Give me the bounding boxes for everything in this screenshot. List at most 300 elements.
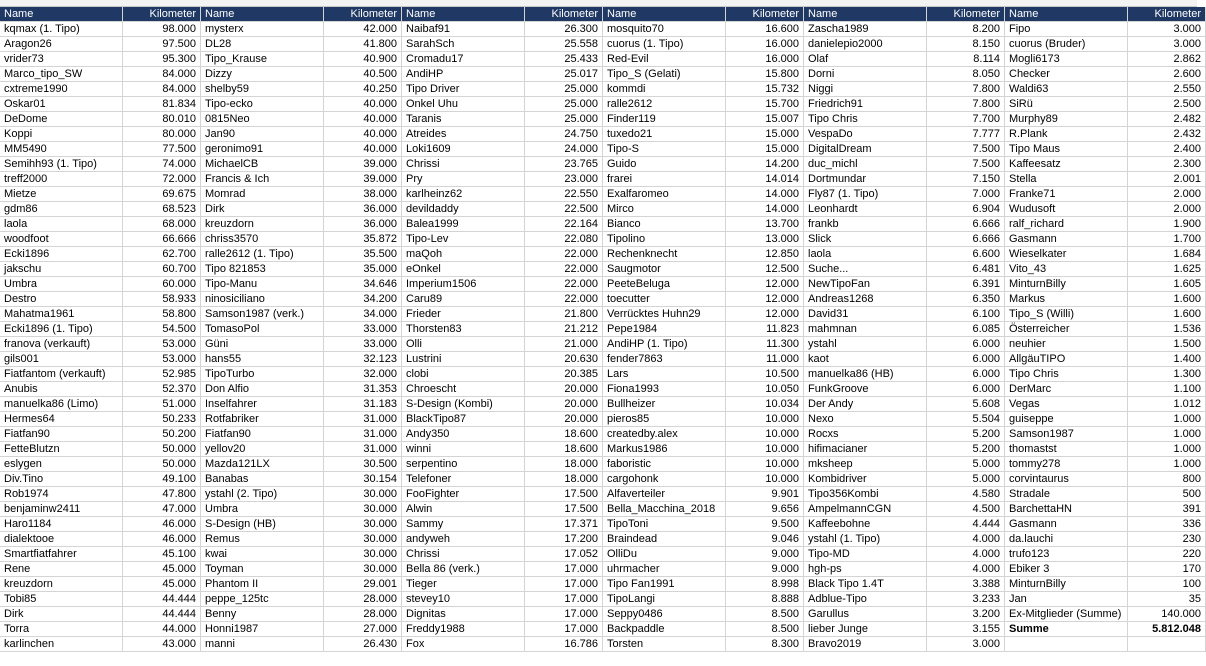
cell-kilometer[interactable]: 50.000 [123, 442, 201, 457]
cell-kilometer[interactable]: 31.000 [324, 442, 402, 457]
cell-kilometer[interactable]: 40.250 [324, 82, 402, 97]
cell-kilometer[interactable]: 1.100 [1128, 382, 1206, 397]
cell-kilometer[interactable]: 5.504 [927, 412, 1005, 427]
cell-kilometer[interactable]: 3.155 [927, 622, 1005, 637]
cell-kilometer[interactable]: 1.300 [1128, 367, 1206, 382]
cell-kilometer[interactable]: 10.000 [726, 442, 804, 457]
cell-name[interactable]: Ecki1896 [0, 247, 123, 262]
cell-kilometer[interactable]: 32.000 [324, 367, 402, 382]
cell-name[interactable]: Zascha1989 [804, 22, 927, 37]
header-name[interactable]: Name [603, 7, 726, 22]
cell-name[interactable]: cuorus (Bruder) [1005, 37, 1128, 52]
cell-name[interactable]: Pepe1984 [603, 322, 726, 337]
cell-kilometer[interactable]: 24.750 [525, 127, 603, 142]
cell-name[interactable]: Kombidriver [804, 472, 927, 487]
cell-name[interactable]: cxtreme1990 [0, 82, 123, 97]
cell-kilometer[interactable]: 16.600 [726, 22, 804, 37]
cell-kilometer[interactable]: 34.646 [324, 277, 402, 292]
cell-name[interactable]: gils001 [0, 352, 123, 367]
cell-kilometer[interactable]: 50.200 [123, 427, 201, 442]
cell-name[interactable]: Tipo-MD [804, 547, 927, 562]
header-kilometer[interactable]: Kilometer [123, 7, 201, 22]
cell-kilometer[interactable]: 27.000 [324, 622, 402, 637]
cell-name[interactable]: Vegas [1005, 397, 1128, 412]
cell-kilometer[interactable]: 35.500 [324, 247, 402, 262]
cell-kilometer[interactable]: 7.800 [927, 82, 1005, 97]
cell-kilometer[interactable]: 30.500 [324, 457, 402, 472]
cell-name[interactable]: Rene [0, 562, 123, 577]
cell-name[interactable]: Seppy0486 [603, 607, 726, 622]
cell-kilometer[interactable]: 22.000 [525, 277, 603, 292]
cell-kilometer[interactable]: 8.888 [726, 592, 804, 607]
cell-name[interactable]: toecutter [603, 292, 726, 307]
cell-kilometer[interactable]: 25.017 [525, 67, 603, 82]
cell-name[interactable]: uhrmacher [603, 562, 726, 577]
cell-kilometer[interactable]: 77.500 [123, 142, 201, 157]
cell-kilometer[interactable]: 2.400 [1128, 142, 1206, 157]
cell-name[interactable]: Loki1609 [402, 142, 525, 157]
cell-name[interactable]: Dirk [201, 202, 324, 217]
cell-name[interactable]: mksheep [804, 457, 927, 472]
cell-kilometer[interactable]: 22.000 [525, 262, 603, 277]
cell-name[interactable]: Tipo_S (Gelati) [603, 67, 726, 82]
cell-kilometer[interactable]: 6.904 [927, 202, 1005, 217]
cell-name[interactable]: Bianco [603, 217, 726, 232]
cell-name[interactable]: Alfaverteiler [603, 487, 726, 502]
cell-name[interactable]: AndiHP [402, 67, 525, 82]
cell-name[interactable]: hgh-ps [804, 562, 927, 577]
cell-kilometer[interactable]: 80.000 [123, 127, 201, 142]
cell-name[interactable] [1005, 637, 1128, 652]
cell-name[interactable]: tommy278 [1005, 457, 1128, 472]
cell-name[interactable]: Vito_43 [1005, 262, 1128, 277]
cell-name[interactable]: Andreas1268 [804, 292, 927, 307]
cell-kilometer[interactable]: 3.000 [927, 637, 1005, 652]
cell-kilometer[interactable]: 33.000 [324, 337, 402, 352]
cell-kilometer[interactable]: 11.300 [726, 337, 804, 352]
cell-name[interactable]: Kaffeesatz [1005, 157, 1128, 172]
cell-kilometer[interactable]: 13.700 [726, 217, 804, 232]
cell-kilometer[interactable]: 14.014 [726, 172, 804, 187]
cell-name[interactable]: SiRü [1005, 97, 1128, 112]
cell-kilometer[interactable]: 45.100 [123, 547, 201, 562]
cell-name[interactable]: trufo123 [1005, 547, 1128, 562]
cell-kilometer[interactable]: 30.154 [324, 472, 402, 487]
cell-name[interactable]: Dignitas [402, 607, 525, 622]
cell-kilometer[interactable]: 336 [1128, 517, 1206, 532]
cell-name[interactable]: Semihh93 (1. Tipo) [0, 157, 123, 172]
cell-kilometer[interactable]: 15.732 [726, 82, 804, 97]
cell-kilometer[interactable]: 1.605 [1128, 277, 1206, 292]
cell-kilometer[interactable]: 28.000 [324, 592, 402, 607]
cell-name[interactable]: jakschu [0, 262, 123, 277]
cell-name[interactable]: MichaelCB [201, 157, 324, 172]
header-kilometer[interactable]: Kilometer [726, 7, 804, 22]
cell-kilometer[interactable]: 30.000 [324, 517, 402, 532]
cell-name[interactable]: karlinchen [0, 637, 123, 652]
cell-name[interactable]: Don Alfio [201, 382, 324, 397]
cell-kilometer[interactable]: 46.000 [123, 517, 201, 532]
cell-kilometer[interactable]: 2.001 [1128, 172, 1206, 187]
cell-kilometer[interactable]: 1.000 [1128, 427, 1206, 442]
cell-kilometer[interactable]: 41.800 [324, 37, 402, 52]
cell-kilometer[interactable]: 36.000 [324, 202, 402, 217]
cell-name[interactable]: Pry [402, 172, 525, 187]
cell-kilometer[interactable]: 72.000 [123, 172, 201, 187]
cell-name[interactable]: peppe_125tc [201, 592, 324, 607]
cell-name[interactable]: ystahl [804, 337, 927, 352]
cell-name[interactable]: Nexo [804, 412, 927, 427]
cell-kilometer[interactable]: 15.800 [726, 67, 804, 82]
cell-name[interactable]: benjaminw2411 [0, 502, 123, 517]
cell-kilometer[interactable]: 81.834 [123, 97, 201, 112]
cell-name[interactable]: createdby.alex [603, 427, 726, 442]
cell-kilometer[interactable]: 31.183 [324, 397, 402, 412]
cell-kilometer[interactable]: 20.630 [525, 352, 603, 367]
cell-name[interactable]: Der Andy [804, 397, 927, 412]
cell-name[interactable]: Rotfabriker [201, 412, 324, 427]
cell-kilometer[interactable]: 53.000 [123, 337, 201, 352]
cell-name[interactable]: dialektooe [0, 532, 123, 547]
cell-kilometer[interactable]: 25.433 [525, 52, 603, 67]
cell-name[interactable]: Momrad [201, 187, 324, 202]
cell-kilometer[interactable]: 16.000 [726, 37, 804, 52]
cell-kilometer[interactable]: 18.000 [525, 457, 603, 472]
cell-name[interactable]: DigitalDream [804, 142, 927, 157]
cell-kilometer[interactable]: 40.900 [324, 52, 402, 67]
cell-kilometer[interactable]: 6.000 [927, 367, 1005, 382]
cell-name[interactable]: mosquito70 [603, 22, 726, 37]
cell-name[interactable]: duc_michl [804, 157, 927, 172]
cell-kilometer[interactable]: 28.000 [324, 607, 402, 622]
cell-name[interactable]: Dizzy [201, 67, 324, 82]
cell-name[interactable]: David31 [804, 307, 927, 322]
cell-name[interactable]: Cromadu17 [402, 52, 525, 67]
cell-kilometer[interactable]: 18.000 [525, 472, 603, 487]
cell-name[interactable]: Remus [201, 532, 324, 547]
cell-name[interactable]: kommdi [603, 82, 726, 97]
cell-name[interactable]: Tipo-ecko [201, 97, 324, 112]
cell-kilometer[interactable]: 34.000 [324, 307, 402, 322]
cell-name[interactable]: stevey10 [402, 592, 525, 607]
cell-name[interactable]: andyweh [402, 532, 525, 547]
cell-kilometer[interactable]: 4.580 [927, 487, 1005, 502]
cell-name[interactable]: Taranis [402, 112, 525, 127]
cell-name[interactable]: Fipo [1005, 22, 1128, 37]
cell-kilometer[interactable]: 1.684 [1128, 247, 1206, 262]
cell-name[interactable]: TipoTurbo [201, 367, 324, 382]
cell-name[interactable]: winni [402, 442, 525, 457]
cell-kilometer[interactable]: 47.800 [123, 487, 201, 502]
cell-name[interactable]: Waldi63 [1005, 82, 1128, 97]
cell-kilometer[interactable]: 5.000 [927, 472, 1005, 487]
cell-name[interactable]: Caru89 [402, 292, 525, 307]
cell-kilometer[interactable]: 98.000 [123, 22, 201, 37]
cell-kilometer[interactable]: 22.550 [525, 187, 603, 202]
cell-kilometer[interactable]: 45.000 [123, 577, 201, 592]
cell-name[interactable]: devildaddy [402, 202, 525, 217]
cell-kilometer[interactable]: 1.600 [1128, 292, 1206, 307]
cell-kilometer[interactable]: 47.000 [123, 502, 201, 517]
cell-name[interactable]: Freddy1988 [402, 622, 525, 637]
cell-kilometer[interactable]: 12.000 [726, 307, 804, 322]
cell-kilometer[interactable]: 18.600 [525, 427, 603, 442]
cell-kilometer[interactable]: 46.000 [123, 532, 201, 547]
cell-name[interactable]: Oskar01 [0, 97, 123, 112]
cell-name[interactable]: Adblue-Tipo [804, 592, 927, 607]
cell-name[interactable]: Naibaf91 [402, 22, 525, 37]
cell-name[interactable]: lieber Junge [804, 622, 927, 637]
cell-name[interactable]: DerMarc [1005, 382, 1128, 397]
cell-kilometer[interactable]: 20.000 [525, 412, 603, 427]
cell-kilometer[interactable]: 8.998 [726, 577, 804, 592]
cell-name[interactable]: DeDome [0, 112, 123, 127]
cell-name[interactable]: Wieselkater [1005, 247, 1128, 262]
cell-kilometer[interactable]: 8.500 [726, 607, 804, 622]
cell-kilometer[interactable]: 6.000 [927, 337, 1005, 352]
cell-name[interactable]: Mazda121LX [201, 457, 324, 472]
cell-kilometer[interactable]: 40.500 [324, 67, 402, 82]
cell-kilometer[interactable]: 53.000 [123, 352, 201, 367]
cell-name[interactable]: clobi [402, 367, 525, 382]
cell-kilometer[interactable]: 6.481 [927, 262, 1005, 277]
cell-kilometer[interactable]: 4.500 [927, 502, 1005, 517]
cell-name[interactable]: Bravo2019 [804, 637, 927, 652]
cell-name[interactable]: Chroescht [402, 382, 525, 397]
cell-kilometer[interactable]: 14.000 [726, 202, 804, 217]
cell-kilometer[interactable]: 54.500 [123, 322, 201, 337]
cell-name[interactable]: Fiatfan90 [201, 427, 324, 442]
cell-name[interactable]: Murphy89 [1005, 112, 1128, 127]
cell-name[interactable]: NewTipoFan [804, 277, 927, 292]
cell-kilometer[interactable]: 22.080 [525, 232, 603, 247]
cell-name[interactable]: laola [804, 247, 927, 262]
header-name[interactable]: Name [804, 7, 927, 22]
cell-kilometer[interactable]: 2.432 [1128, 127, 1206, 142]
cell-kilometer[interactable]: 12.000 [726, 292, 804, 307]
cell-kilometer[interactable]: 9.901 [726, 487, 804, 502]
cell-kilometer[interactable]: 3.000 [1128, 37, 1206, 52]
cell-name[interactable]: Tipo Fan1991 [603, 577, 726, 592]
cell-kilometer[interactable]: 2.550 [1128, 82, 1206, 97]
cell-name[interactable]: kwai [201, 547, 324, 562]
cell-kilometer[interactable]: 17.052 [525, 547, 603, 562]
cell-name[interactable]: faboristic [603, 457, 726, 472]
cell-name[interactable]: Balea1999 [402, 217, 525, 232]
cell-name[interactable]: vrider73 [0, 52, 123, 67]
cell-kilometer[interactable]: 60.700 [123, 262, 201, 277]
cell-kilometer[interactable]: 66.666 [123, 232, 201, 247]
cell-name[interactable]: Sammy [402, 517, 525, 532]
cell-kilometer[interactable]: 31.000 [324, 427, 402, 442]
cell-name[interactable]: 0815Neo [201, 112, 324, 127]
cell-kilometer[interactable]: 23.000 [525, 172, 603, 187]
cell-name[interactable]: FunkGroove [804, 382, 927, 397]
cell-kilometer[interactable]: 8.150 [927, 37, 1005, 52]
cell-kilometer[interactable]: 22.000 [525, 292, 603, 307]
cell-name[interactable]: Aragon26 [0, 37, 123, 52]
cell-kilometer[interactable]: 6.000 [927, 352, 1005, 367]
header-kilometer[interactable]: Kilometer [927, 7, 1005, 22]
cell-name[interactable]: mysterx [201, 22, 324, 37]
cell-name[interactable]: Inselfahrer [201, 397, 324, 412]
cell-kilometer[interactable]: 39.000 [324, 172, 402, 187]
cell-name[interactable]: Ebiker 3 [1005, 562, 1128, 577]
cell-kilometer[interactable]: 62.700 [123, 247, 201, 262]
cell-kilometer[interactable]: 1.000 [1128, 442, 1206, 457]
cell-kilometer[interactable]: 25.000 [525, 97, 603, 112]
cell-kilometer[interactable]: 25.000 [525, 112, 603, 127]
cell-name[interactable]: Atreides [402, 127, 525, 142]
cell-kilometer[interactable]: 3.233 [927, 592, 1005, 607]
cell-name[interactable]: Alwin [402, 502, 525, 517]
cell-name[interactable]: Lustrini [402, 352, 525, 367]
cell-kilometer[interactable]: 21.800 [525, 307, 603, 322]
cell-name[interactable]: ralle2612 [603, 97, 726, 112]
cell-name[interactable]: Summe [1005, 622, 1128, 637]
cell-name[interactable]: Tipo 821853 [201, 262, 324, 277]
cell-name[interactable]: ralf_richard [1005, 217, 1128, 232]
cell-name[interactable]: Franke71 [1005, 187, 1128, 202]
cell-kilometer[interactable]: 10.500 [726, 367, 804, 382]
cell-name[interactable]: Leonhardt [804, 202, 927, 217]
cell-name[interactable]: Markus1986 [603, 442, 726, 457]
cell-name[interactable]: Black Tipo 1.4T [804, 577, 927, 592]
cell-kilometer[interactable]: 4.000 [927, 562, 1005, 577]
cell-kilometer[interactable]: 5.608 [927, 397, 1005, 412]
cell-kilometer[interactable]: 80.010 [123, 112, 201, 127]
cell-name[interactable]: da.lauchi [1005, 532, 1128, 547]
cell-kilometer[interactable]: 10.050 [726, 382, 804, 397]
cell-name[interactable]: cuorus (1. Tipo) [603, 37, 726, 52]
cell-name[interactable]: Thorsten83 [402, 322, 525, 337]
cell-kilometer[interactable]: 100 [1128, 577, 1206, 592]
cell-name[interactable]: Dorni [804, 67, 927, 82]
cell-kilometer[interactable]: 2.862 [1128, 52, 1206, 67]
cell-name[interactable]: kaot [804, 352, 927, 367]
cell-kilometer[interactable]: 38.000 [324, 187, 402, 202]
cell-kilometer[interactable]: 17.000 [525, 592, 603, 607]
cell-kilometer[interactable]: 30.000 [324, 532, 402, 547]
cell-name[interactable]: Umbra [201, 502, 324, 517]
cell-kilometer[interactable]: 9.000 [726, 562, 804, 577]
cell-name[interactable]: FetteBlutzn [0, 442, 123, 457]
cell-name[interactable]: guiseppe [1005, 412, 1128, 427]
cell-kilometer[interactable]: 17.500 [525, 502, 603, 517]
cell-kilometer[interactable]: 8.200 [927, 22, 1005, 37]
cell-kilometer[interactable]: 52.370 [123, 382, 201, 397]
cell-kilometer[interactable]: 68.523 [123, 202, 201, 217]
cell-kilometer[interactable]: 17.500 [525, 487, 603, 502]
cell-kilometer[interactable]: 22.000 [525, 247, 603, 262]
cell-name[interactable]: Tipolino [603, 232, 726, 247]
cell-name[interactable]: Bullheizer [603, 397, 726, 412]
cell-name[interactable]: Tipo Chris [804, 112, 927, 127]
cell-name[interactable]: geronimo91 [201, 142, 324, 157]
cell-kilometer[interactable]: 4.000 [927, 547, 1005, 562]
cell-kilometer[interactable]: 10.000 [726, 427, 804, 442]
cell-kilometer[interactable]: 1.000 [1128, 457, 1206, 472]
cell-kilometer[interactable]: 6.666 [927, 217, 1005, 232]
cell-kilometer[interactable]: 17.371 [525, 517, 603, 532]
cell-name[interactable]: Torra [0, 622, 123, 637]
cell-name[interactable]: Friedrich91 [804, 97, 927, 112]
cell-kilometer[interactable]: 32.123 [324, 352, 402, 367]
cell-kilometer[interactable]: 10.000 [726, 457, 804, 472]
cell-name[interactable]: Smartfiatfahrer [0, 547, 123, 562]
cell-kilometer[interactable]: 40.000 [324, 142, 402, 157]
cell-name[interactable]: PeeteBeluga [603, 277, 726, 292]
cell-name[interactable]: Tipo Maus [1005, 142, 1128, 157]
cell-name[interactable]: laola [0, 217, 123, 232]
cell-name[interactable]: Wudusoft [1005, 202, 1128, 217]
cell-name[interactable]: Tipo-Lev [402, 232, 525, 247]
cell-name[interactable]: Tipo_Krause [201, 52, 324, 67]
cell-kilometer[interactable]: 17.200 [525, 532, 603, 547]
cell-name[interactable]: Mirco [603, 202, 726, 217]
cell-kilometer[interactable]: 44.444 [123, 607, 201, 622]
cell-name[interactable]: Rechenknecht [603, 247, 726, 262]
cell-name[interactable]: hifimacianer [804, 442, 927, 457]
header-name[interactable]: Name [201, 7, 324, 22]
cell-kilometer[interactable]: 50.233 [123, 412, 201, 427]
cell-name[interactable]: Banabas [201, 472, 324, 487]
cell-kilometer[interactable]: 11.823 [726, 322, 804, 337]
cell-name[interactable]: tuxedo21 [603, 127, 726, 142]
cell-kilometer[interactable]: 170 [1128, 562, 1206, 577]
cell-kilometer[interactable]: 29.001 [324, 577, 402, 592]
cell-kilometer[interactable]: 1.900 [1128, 217, 1206, 232]
cell-name[interactable]: Güni [201, 337, 324, 352]
cell-kilometer[interactable]: 800 [1128, 472, 1206, 487]
cell-name[interactable]: mahmnan [804, 322, 927, 337]
cell-name[interactable]: Gasmann [1005, 517, 1128, 532]
cell-kilometer[interactable]: 58.933 [123, 292, 201, 307]
cell-kilometer[interactable]: 6.600 [927, 247, 1005, 262]
cell-kilometer[interactable]: 1.500 [1128, 337, 1206, 352]
cell-kilometer[interactable]: 391 [1128, 502, 1206, 517]
cell-name[interactable]: Andy350 [402, 427, 525, 442]
cell-kilometer[interactable]: 17.000 [525, 562, 603, 577]
cell-name[interactable]: Exalfaromeo [603, 187, 726, 202]
cell-kilometer[interactable]: 60.000 [123, 277, 201, 292]
cell-name[interactable]: ystahl (2. Tipo) [201, 487, 324, 502]
cell-name[interactable]: Toyman [201, 562, 324, 577]
cell-name[interactable]: Guido [603, 157, 726, 172]
cell-kilometer[interactable]: 21.212 [525, 322, 603, 337]
cell-kilometer[interactable]: 3.388 [927, 577, 1005, 592]
cell-name[interactable]: Gasmann [1005, 232, 1128, 247]
cell-name[interactable]: DL28 [201, 37, 324, 52]
cell-name[interactable]: AllgäuTIPO [1005, 352, 1128, 367]
cell-kilometer[interactable]: 9.500 [726, 517, 804, 532]
cell-kilometer[interactable]: 2.000 [1128, 187, 1206, 202]
cell-name[interactable]: Tieger [402, 577, 525, 592]
cell-kilometer[interactable]: 2.482 [1128, 112, 1206, 127]
cell-name[interactable]: BlackTipo87 [402, 412, 525, 427]
cell-name[interactable]: Jan90 [201, 127, 324, 142]
cell-kilometer[interactable]: 58.800 [123, 307, 201, 322]
cell-kilometer[interactable]: 7.700 [927, 112, 1005, 127]
cell-kilometer[interactable]: 49.100 [123, 472, 201, 487]
cell-kilometer[interactable]: 1.000 [1128, 412, 1206, 427]
cell-kilometer[interactable]: 5.812.048 [1128, 622, 1206, 637]
cell-kilometer[interactable]: 230 [1128, 532, 1206, 547]
cell-name[interactable]: corvintaurus [1005, 472, 1128, 487]
header-name[interactable]: Name [1005, 7, 1128, 22]
cell-kilometer[interactable]: 6.350 [927, 292, 1005, 307]
cell-name[interactable]: ninosiciliano [201, 292, 324, 307]
